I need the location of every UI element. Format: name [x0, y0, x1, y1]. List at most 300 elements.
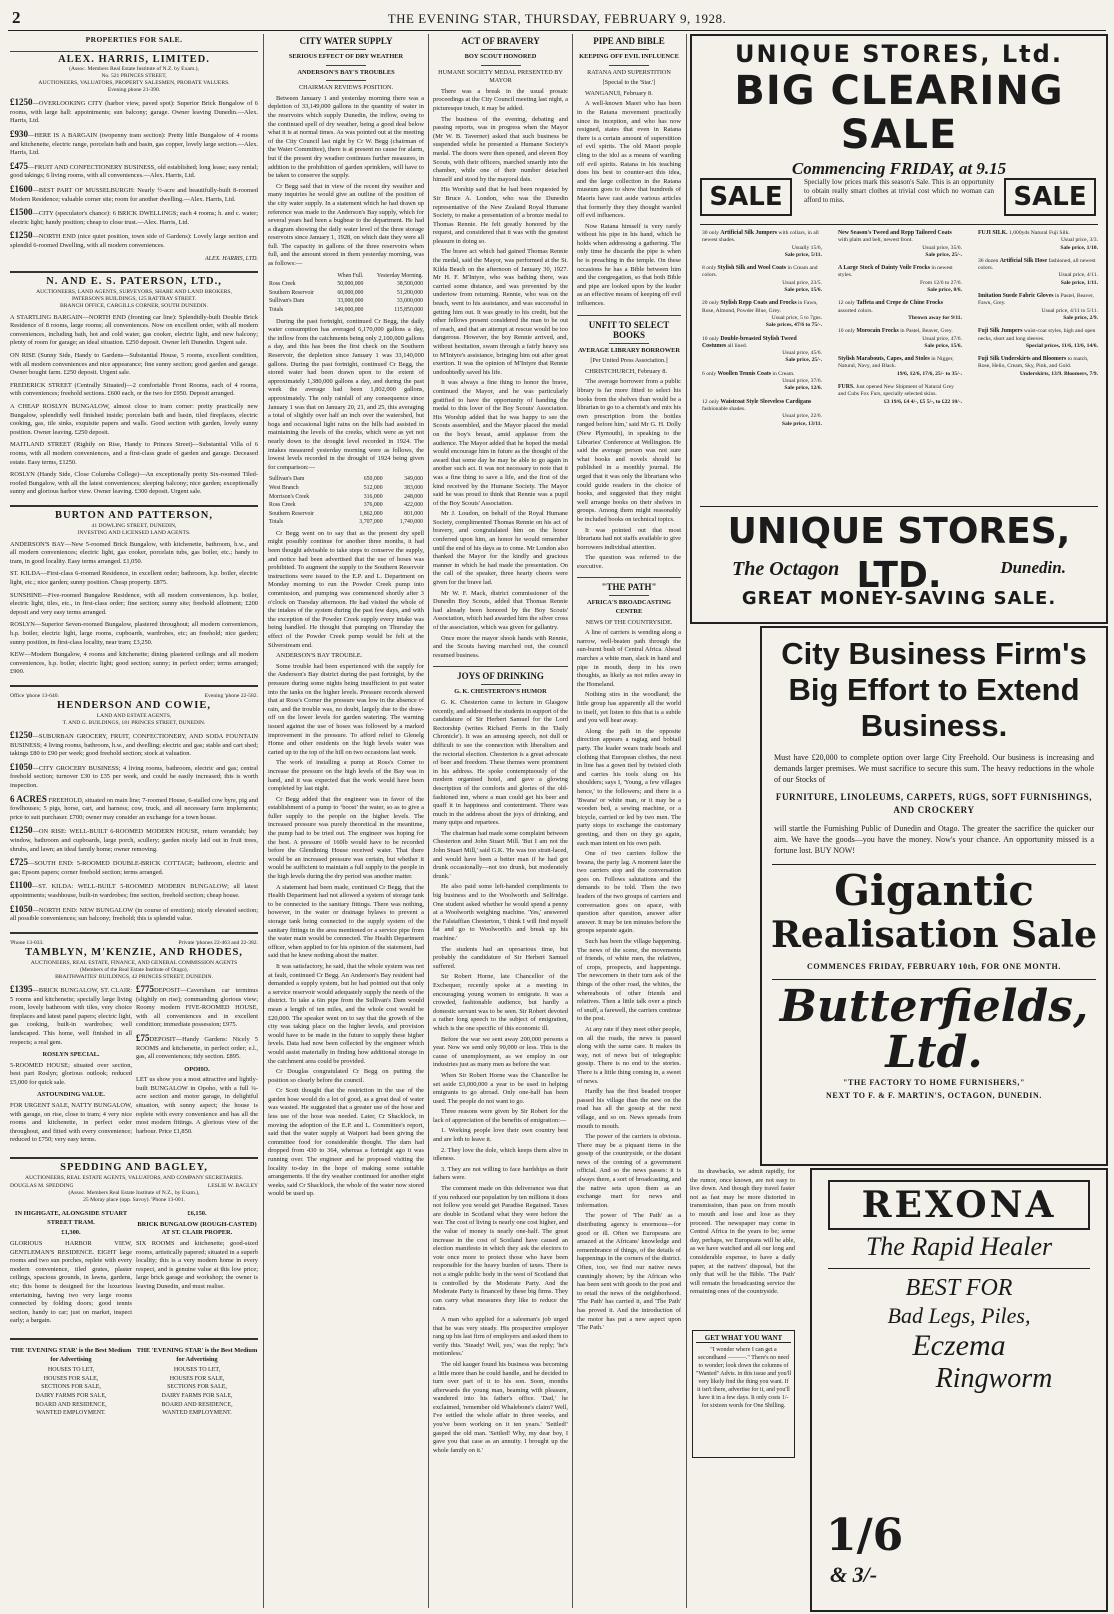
listing — [10, 185, 258, 204]
promo-item: BOARD AND RESIDENCE, — [35, 1401, 107, 1408]
firm-name: BURTON AND PATTERSON, — [54, 509, 214, 521]
paragraph: Cr Begg went on to say that as the present dry spell might possibly continue for another three months, it had been thought advisable to take steps to conserve the supply, and notice had been advertised that the use of hoses was prohibited. To augment the supply to the Southern Reservoir instructions were issued to the E.P. and L. Department on Monday morning to run the Powder Creek pump into commission, and pumping was commenced shortly after 3 o'clock on Tuesday afternoon. He had visited the whole of the intakes of the system during the past few days, and with the exception of the Powder Creek supply every intake was being handled. He thought that pumping on Thursday the effect of the Powder Creek pump would be felt at the Silverstream end. — [268, 529, 424, 649]
sale-badge-left: SALE — [700, 178, 792, 216]
sale-badge-right: SALE — [1004, 178, 1096, 216]
sale-item-desc — [838, 265, 962, 280]
sale-qty: 30 only — [702, 230, 721, 236]
masthead — [8, 6, 1106, 31]
listing-text: LET us show you a most attractive and lightly-built BUNGALOW in Opoho, with a full ¼-acre section and motor garage, in delightful situation, with sunny aspect; the house is replete with every convenience and has all the most modern fittings. A glorious view of the harbour. Price £1,850. — [136, 1076, 258, 1135]
ad-big-word: Realisation Sale — [770, 914, 1098, 956]
sale-desc: with collars, in all newest shades. — [702, 230, 819, 244]
reservoir-table — [268, 272, 424, 315]
listing-price: £725 — [10, 857, 28, 868]
sale-item — [978, 328, 1098, 350]
table-cell: 376,000 — [363, 502, 383, 509]
table-cell: 50,000,000 — [337, 281, 364, 288]
listing — [136, 1066, 258, 1137]
listing-text: —BEST PART OF MUSSELBURGH: Nearly ½-acre and beautifully-built 8-roomed Modern Residence; valuable corner site; room for another dwelling.—Alex. Harris, Ltd. — [10, 186, 258, 203]
sale-price: Sale price, 15/6. — [924, 342, 962, 349]
table-cell: West Branch — [269, 484, 299, 491]
table-cell: 115,850,000 — [394, 307, 423, 314]
sale-desc: with plaits and belt, newest front. — [838, 237, 913, 244]
sale-qty: 10 only — [702, 335, 721, 342]
listing — [10, 795, 258, 823]
paragraph: There was a break in the usual prosaic proceedings at the City Council meeting last night, a picturesque touch, it may be added. — [433, 87, 568, 112]
sale-commencing: Commencing FRIDAY, at 9.15 — [791, 159, 1007, 178]
masthead-title: THE EVENING STAR, THURSDAY, FEBRUARY 9, 1928. — [387, 11, 727, 26]
listing-price: £1600 — [10, 183, 33, 194]
firm-name: SPEDDING AND BAGLEY, — [60, 1162, 208, 1174]
sale-desc: in Pastel, Beaver, Grey. — [898, 328, 953, 335]
listing-price: £1395 — [10, 983, 33, 994]
paragraph: A man who applied for a salesman's job urged that he was very steady. His prospective employer rang up his last firm of employers and asked them to verify this. 'Steady! Well, yes,' was the reply; 'he's motionless.' — [433, 1315, 568, 1358]
paragraph: 1. Working people love their own country best and are loth to leave it. — [433, 1127, 568, 1144]
article-source: [Special to the 'Star.'] — [602, 79, 656, 87]
partner-name: LESLIE W. BAGLEY — [207, 1182, 258, 1189]
paragraph: The power of 'The Path' as a distributing agency is enormous—for good or ill. Often we Europeans are amazed at the Africans' knowledge and remembrance of things, of the details of happenings in the corners of the district. Often, too, we find our native news cunningly shown; by the African who has been sent with goods to the post and to retail the news of the neighborhood. 'The Path' has carried it, and 'The Path' has proved it. And the introduction of the motor has put a new aspect upon 'The Path.' — [577, 1212, 681, 1332]
firm-name: TAMBLYN, M'KENZIE, AND RHODES, — [25, 947, 243, 959]
listing-text: A CHEAP ROSLYN BUNGALOW, almost close to tram corner: pretty practically new Bungalow, splendidly well finished inside; porcelain bath and basin, tiled fireplaces, electric cooking, gas, tile sinks, exquisite papers and walls. Good section with garden, lovely sunny position. Owner leaving. £250 deposit. — [10, 403, 258, 436]
table-cell: 801,000 — [404, 510, 423, 517]
listing-text: ON RISE (Sunny Side, Handy to Gardens—Substantial House, 5 rooms, excellent condition, with all modern conveniences and nice appearance; fine sunny section; good garden and garage. Owner bought farm. £250 deposit. Urgent sale. — [10, 352, 258, 377]
column-rule — [572, 34, 573, 1608]
table-row — [268, 475, 424, 484]
sale-item — [838, 328, 962, 350]
sale-item — [838, 230, 962, 259]
sale-title: Stylish Marabouts, Capes, and Stoles — [838, 356, 930, 363]
private-phone: Private 'phones 22-463 and 22-382. — [178, 939, 258, 946]
article-deck: AVERAGE LIBRARY BORROWER — [577, 346, 681, 354]
listing — [10, 1051, 132, 1087]
promo-item: DAIRY FARMS FOR SALE, — [161, 1392, 233, 1399]
listing — [10, 905, 258, 924]
listing-text: —BRICK BUNGALOW, ST. CLAIR: 5 rooms and kitchenette; specially large living room, lovely bathroom with tiles, very choice fireplaces and latest panel papers; electric light, gas cooking, built-in wardrobes; well landscaped. This home, well finished in all respects; a real gem. — [10, 986, 132, 1046]
sale-items-middle — [838, 230, 962, 412]
listing — [10, 231, 258, 250]
listing-price: £1050 — [10, 903, 33, 914]
sale-item-desc — [702, 336, 822, 351]
sale-item-desc — [978, 258, 1098, 273]
table-header — [268, 272, 326, 281]
firm-trades: AUCTIONEERS, VALUATORS, PROPERTY SALESMEN, PROBATE VALUERS. — [38, 80, 230, 87]
table-row — [268, 484, 424, 493]
sale-desc: fashioned, all newest colors. — [978, 257, 1096, 272]
paragraph: Cr Scott thought that the restriction in the use of the garden hose would do a lot of good, as a great deal of water was wasted. He suggested that a greater use of the hose and less use of the hose was needed. Later, Cr Shacklock, in moving the adoption of the E.P. and L. Committee's report, said that the water supply at Waipori had been giving the committee food for considerable thought. The dam had dropped from 430 to 364, whereas a fortnight ago it was running over. The engineer and he proposed visiting the locality to-day in the hope of making some suitable arrangements. If the dry weather continued for another eight weeks, said Cr Shacklock, the whole of the water now stored would be used up. — [268, 1087, 424, 1198]
article-deck: AFRICA'S BROADCASTING CENTRE — [587, 599, 671, 616]
paragraph: CHRISTCHURCH, February 8. — [585, 367, 668, 375]
ad-text: "I wonder where I can get a secondhand ———." There's no need to wonder; look down the columns of "Wanted" Advts. in this issue and you'll very likely find the thing you want. If it isn't there, advertise for it, and you'll have it in a few days. It only costs 1/- for sixteen words for One Shilling. — [696, 1347, 791, 1409]
paragraph: Cr Douglas congratulated Cr Begg on putting the position so clearly before the council. — [268, 1068, 424, 1084]
article-deck: NEWS OF THE COUNTRYSIDE. — [585, 618, 673, 626]
table-header: When Full. — [337, 272, 364, 279]
sale-desc: assorted colors. — [838, 307, 873, 314]
table-header: Yesterday Morning. — [376, 272, 423, 279]
promo-item: SECTIONS FOR SALE, — [41, 1384, 101, 1391]
use-item: Bad Legs, Piles, — [887, 1303, 1031, 1328]
listing-text: ROSLYN (Handy Side, Close Columba College)—An exceptionally pretty Six-roomed Tiled-roofed Bungalow, with all the latest conveniences; sleeping balcony; nice garden; exceptionally sunny and glorious harbor view. Owner leaving. £300 deposit. Urgent sale. — [10, 471, 258, 496]
sale-title: Taffeta and Crepe de Chine Frocks — [856, 300, 944, 307]
article-deck: ANDERSON'S BAY'S TROUBLES — [297, 68, 395, 76]
sale-title: Fuji Silk Underskirts and Bloomers — [978, 356, 1067, 363]
listing-text: FOR URGENT SALE, NATTY BUNGALOW, with garage, on rise, close to tram; 4 very nice rooms and kitchenette, in perfect order throughout, and fitted with every convenience; reduced to £750; very easy terms. — [10, 1102, 132, 1144]
sale-price: Sale price, 25/-. — [925, 251, 962, 258]
table-row — [268, 306, 424, 315]
paragraph: A line of carriers is wending along a narrow, well-beaten path through the sun-burnt bush of Central Africa. Ahead marches a white man, slack in hand and pipe in mouth, deep in his own thoughts, as likely as not miles away in the Homeland. — [577, 629, 681, 688]
paragraph: The business of the evening, debating and passing reports, was in progress when the Mayor (Mr W. B. Taverner) asked that such business be suspended while he presented a Humane Society's medal. The doors were then opened, and eleven Boy Scouts, with their officers, marched smartly into the chamber, while one of their number detached himself and stood by the mayoral dais. — [433, 115, 568, 183]
article-deck: CHAIRMAN REVIEWS POSITION. — [298, 84, 393, 92]
sale-desc: in Pastel, Beaver, Fawn, Grey. — [978, 293, 1094, 307]
sale-title: FURS. — [838, 384, 855, 391]
sale-price: Sale price, 5/11. — [784, 251, 822, 258]
sale-item — [978, 230, 1098, 252]
price: 1/6 — [826, 1510, 904, 1561]
table-cell: Southern Reservoir — [269, 289, 314, 296]
paragraph: The brave act which had gained Thomas Rennie the medal, said the Mayor, was performed at the St. Kilda Beach on the afternoon of January 30, 1927. Mr H. F. M'Intyre, who was bathing there, was carried some distance, and was prevented by the undertow from returning. Rennie, who was on the beach, went to his assistance, and was successful in getting him out. It was greatly to his credit, but the other fellows present considered the man to be out of reach, and that an attempt at rescue would be too dangerous. However, the boy Rennie arrived, and, without hesitation, swam through a fairly heavy sea to M'Intyre's assistance, bringing him out after great exertion. It was the opinion of M'Intyre that Rennie undoubtedly saved his life. — [433, 248, 568, 376]
sale-price: Sale price, 1/11. — [1060, 279, 1098, 286]
listing-price: £1050 — [10, 761, 33, 772]
sale-price: Sale price, 15/6. — [784, 287, 822, 294]
sale-price: £3 19/6, £4 4/-, £5 5/-, to £22 10/-. — [884, 398, 962, 405]
article-deck: SERIOUS EFFECT OF DRY WEATHER — [288, 53, 404, 60]
paragraph: A well-known Maori who has been in the Ratana movement practically since its inception, and who has now resigned, states that even in Ratana there is a certain amount of superstition of evil spirits. The old Maori people cling to the idol as a means of warding off evil spirits. Ratana in his teaching does his best to counter-act this idea, and the large collection in the Ratana museum goes to show that hundreds of Maoris have cast aside various articles that formerly they they thought warded off evil influences. — [577, 100, 681, 220]
sale-price: Sale price, 25/-. — [785, 357, 822, 364]
article-deck: KEEPING OFF EVIL INFLUENCE — [579, 53, 679, 60]
evening-star-promo — [10, 1345, 258, 1418]
paragraph: Some trouble had been experienced with the supply for the Anderson's Bay district during the past fortnight, by the pressure during some nights being insufficient to put water into the tanks on the higher levels. Pressure records showed that at Ross's Corner the pressure was low in the absence of rain, and the trouble was, no doubt, largely due to the draw-off on the lower levels for garden watering. The warning issued against the use of hoses was followed by a marked improvement in the pressure. To afford relief to Glenelg Home and other residents on the high levels water was carted up to the top of the hill on two occasions last week. — [268, 662, 424, 756]
sale-qty: 36 dozen — [978, 257, 1000, 264]
firm-address: 25 Moray place (opp. Savoy). 'Phone 13-001. — [83, 1197, 185, 1204]
table-cell: 3,707,000 — [359, 519, 383, 526]
promo-item: DAIRY FARMS FOR SALE, — [35, 1392, 107, 1399]
sale-item-desc — [838, 300, 962, 315]
paragraph: 'The average borrower from a public library is far more fitted to select his books from the shelves than would be a librarian to go to a chemist's and mix his own prescription from the bottles ranged before him,' said Mr G. H. Dolly (New Plymouth), in speaking to the Libraries' Conference at Wellington. He said the average person was not sure what books and novels should be published in a monthly journal. He urged that it was only the librarians who could guide readers in the choice of books, and suggested that they might well arrange books on their shelves in groups. Among them might reasonably be included books on technical topics. — [577, 378, 681, 523]
burton-listings — [10, 541, 258, 677]
ad-goods-list: FURNITURE, LINOLEUMS, CARPETS, RUGS, SOFT FURNISHINGS, AND CROCKERY — [775, 792, 1093, 815]
promo-item: SECTIONS FOR SALE, — [167, 1384, 227, 1391]
firm-address: BRAITHWAITES' BUILDINGS, 42 PRINCES STREET, DUNEDIN. — [55, 973, 213, 980]
sale-price: Thrown away for 9/11. — [908, 314, 962, 321]
sale-item — [702, 371, 822, 393]
usual-price: Usual price, 3/3. — [1061, 237, 1098, 244]
section-title: PROPERTIES FOR SALE. — [85, 35, 183, 44]
promo-title: THE 'EVENING STAR' is the Best Medium for Advertising — [136, 1346, 258, 1363]
paragraph: It was always a fine thing to honor the brave, continued the Mayor, and he was particularly gratified to have the opportunity of handing the medal to this lover of the Boy Scouts' Association. His Worship added that he was happy to see the Scouts assembled, and the Mayor placed the medal on the boy's breast, amid applause from the audience. The Mayor added that he hoped the medal would encourage him in future as the thought of the award that some day he may be able to go again in another such act. It was not necessary to note that it was a fine thing to save a life, and the first of the kind received by the Humane Society. The Mayor said he was proud to think that Rennie was a pupil of the Boy Scouts' Association. — [433, 379, 568, 507]
sale-title: New Season's Tweed and Repp Tailored Coats — [838, 230, 952, 236]
table-cell: Sullivan's Dam — [269, 476, 305, 483]
paragraph: Now Ratana himself is very rarely without his pipe in his hand, which he holds when addressing a gathering. The only time he discards the pipe is when he is preaching in the temple. On these occasions he has a Bible between him and the congregation, so that both Bible and pipe are looked upon by the leader as an effective means of keeping off evil influences. — [577, 222, 681, 308]
paragraph: The students had an uproarious time, but probably the candidature of Sir Herbert Samuel suffered. — [433, 945, 568, 970]
sale-item-desc — [702, 399, 822, 414]
usual-price: Usual price, 45/6. — [782, 350, 822, 357]
listing-text: GLORIOUS HARBOR VIEW, GENTLEMAN'S RESIDENCE. EIGHT large rooms and two sun porches, replete with every modern convenience, tiled grates, plaster ceilings, spacious grounds, in lawns, gardens, etc; this home is designed for the luxurious entertaining, having two very large rooms connected by folding doors; good tennis section, handy to car; just on market, inspect early; a bargain. — [10, 1240, 132, 1325]
ad-big-word: Gigantic — [834, 866, 1034, 915]
paragraph: Cr Begg said that in view of the recent dry weather and many inquiries he would give an outline of the position of the city water supply. In a statement which he had drawn up reference was made to the Anderson's Bay supply, which for several years had been a bugbear to the department. He had a diagram showing the daily water level of the three storage reservoirs since January 1, 1928, on which date they were all full. The capacity in gallons of the three reservoirs when full, and the amount stored in them yesterday morning, was as follows:— — [268, 182, 424, 268]
table-cell: Totals — [269, 519, 284, 526]
table-cell: 33,000,000 — [337, 298, 364, 305]
firm-assoc: (Assoc. Members Real Estate Institute of N.Z. by Exam.), — [69, 66, 199, 73]
sale-desc: in Cream. — [771, 370, 795, 377]
sale-desc: in Nigger, Natural, Navy, and Black. — [838, 356, 954, 370]
henderson-listings — [10, 731, 258, 924]
firm-address: 41 DOWLING STREET, DUNEDIN, — [91, 522, 177, 529]
ad-headline: City Business Firm's Big Effort to Extend Business. — [781, 636, 1087, 743]
sale-price: Sale price, 13/11. — [781, 420, 822, 427]
article-headline: JOYS OF DRINKING — [457, 671, 544, 682]
paragraph: When Sir Robert Horne was the Chancellor he set aside £3,000,000 a year to be used in helping emigrants to go abroad. Only one-half has been used. The people do not want to go. — [433, 1071, 568, 1105]
paragraph: The work of installing a pump at Ross's Corner to increase the pressure on the high levels of the Bay was in hand, and it was expected that the work would have been completed by last night. — [268, 759, 424, 793]
firm-trades: AUCTIONEERS, REAL ESTATE AGENTS, VALUATORS, AND COMPANY SECRETARIES. — [24, 1174, 244, 1181]
sale-item — [702, 300, 822, 329]
paragraph: Sir Robert Horne, late Chancellor of the Exchequer, recently spoke at a meeting in encouraging young women to emigrate. It was a crowded, fashionable audience, but hardly a domestic servant was to be seen. Sir Robert devoted a rather long speech to the subject of emigration, which is the one specific of this economic ill. — [433, 973, 568, 1032]
listing-text: ANDERSON'S BAY—New 5-roomed Brick Bungalow, with kitchenette, bathroom, h.w., and all modern conveniences; electric light, gas cooker, porcelain tubs, gas boiler, etc.; handy to tram, in good locality. Easy terms arranged. £1,050. — [10, 540, 258, 565]
paragraph: His Worship said that he had been requested by Sir Bruce A. London, who was the Dunedin representative of the New Zealand Royal Humane Society, to make a presentation of a bronze medal to Thomas Rennie. He felt greatly honored by the request, and considered that it was with the greatest pleasure in doing so. — [433, 186, 568, 245]
usual-price: From 12/6 to 27/6. — [920, 279, 962, 286]
sale-item-desc — [838, 328, 962, 335]
sale-item-desc — [702, 230, 822, 245]
unique-stores-ad — [690, 34, 1108, 624]
sale-price: Underskirts, 13/9. Bloomers, 7/9. — [1019, 370, 1098, 377]
firm-name: ALEX. HARRIS, LIMITED. — [58, 53, 210, 65]
sale-item — [978, 258, 1098, 287]
sale-title: Stylish Silk and Wool Coats — [717, 265, 787, 272]
listing-text: —ON RISE: WELL-BUILT 6-ROOMED MODERN HOUSE, return verandah; bay window, bathroom and cupboards, large porch, scullery; garden nicely laid out in fruit trees, shrubs, and lawn; an ideal family home; owner removing. — [10, 828, 258, 853]
column-rule — [263, 34, 264, 1608]
firm-assoc: (Assoc. Members Real Estate Institute of N.Z., by Exam.), — [68, 1190, 200, 1197]
listing-price: £475 — [10, 160, 28, 171]
listing — [136, 1034, 258, 1062]
sale-title: Fuji Silk Jumpers — [978, 328, 1023, 335]
sale-item — [838, 356, 962, 378]
listing — [10, 763, 258, 791]
usual-price: Usual price, 5 to 7gns. — [771, 314, 822, 321]
firm-trades: AUCTIONEERS, LAND AGENTS, SURVEYORS, SHARE AND LAND BROKERS, — [36, 288, 232, 295]
sale-title: Morocain Frocks — [856, 328, 899, 335]
brand-tagline: The Rapid Healer — [865, 1232, 1053, 1261]
sale-title: Waistcoat Style Sleeveless Cardigans — [720, 398, 812, 405]
table-cell: 422,000 — [404, 502, 423, 509]
usual-price: Usual price, 22/6. — [782, 413, 822, 420]
sale-item-desc — [978, 356, 1098, 371]
sale-qty: 12 only — [702, 398, 721, 405]
column-rule — [686, 34, 687, 1608]
evening-phone: Evening 'phone 22-582. — [204, 692, 258, 699]
paragraph: The question was referred to the executive. — [577, 554, 681, 570]
sale-title: Woollen Tennis Coats — [717, 370, 772, 377]
store-location: The Octagon — [732, 558, 840, 580]
listing-heading: ROSLYN SPECIAL. — [42, 1051, 100, 1059]
listing-price: £75 — [136, 1032, 150, 1043]
listing — [10, 208, 258, 227]
firm-trades: AUCTIONEERS, REAL ESTATE, FINANCE, AND GENERAL COMMISSION AGENTS — [30, 959, 238, 966]
listing-heading: BRICK BUNGALOW (ROUGH-CASTED) AT ST. CLAIR PROPER. — [137, 1220, 257, 1237]
listing — [10, 1091, 132, 1145]
water-supply-article — [268, 34, 424, 1608]
sale-intro: Specially low prices mark this season's Sale. This is an opportunity to obtain really smart clothes at trivial cost which no woman can afford to miss. — [804, 178, 994, 204]
sale-desc: Just opened New Shipment of Natural Grey and Cubs Fox Furs, specially selected skins. — [838, 384, 954, 398]
sale-title: FUJI SILK. — [978, 230, 1008, 236]
listing — [10, 881, 258, 900]
listing-price: £1100 — [10, 880, 33, 891]
table-cell: 33,000,000 — [396, 298, 423, 305]
office-phone: 'Phone 13-033. — [10, 939, 44, 946]
table-cell: Ross Creek — [269, 502, 296, 509]
column-rule — [428, 34, 429, 1608]
listing — [10, 985, 132, 1047]
best-for: BEST FOR — [905, 1275, 1013, 1301]
listing-text: FREEHOLD, situated on main line; 7-roomed House, 6-stalled cow byre, pig and fowlhouses; 5 pigs, horse, cart, and harness; cow, truck, and all necessary farm implements; price to suit purchaser. £700; owner may consider an exchange for a town house. — [10, 796, 258, 821]
paragraph: During the past fortnight, continued Cr Begg, the daily water consumption has averaged 6,170,000 gallons a day, the inflow from the catchments being only 2,100,000 gallons a day, and this has been the first check on the Southern Reservoir, the depletion since January 1 was 33,140,000 gallons. During the past fortnight, continued Cr Begg, the stored water had been drawn upon to the extent of approximately 1,380,000 gallons a day, and during the past week the average had been 1,802,000 gallons, approximately. The only rainfall of any consequence since January 1 was that on January 20, 21, and 25, this averaging a total of slightly over half an inch over the watershed, but bogs and occasional light rains on the hills had assisted in maintaining the levels of the creeks, which were as yet not nearly down to the drought level recorded in 1924. The intakes measured yesterday morning were as follows, the lowest levels recorded in the drought of 1924 being given for comparison:— — [268, 317, 424, 471]
table-cell: 349,000 — [404, 476, 423, 483]
listing — [136, 985, 258, 1030]
listing-text: MAITLAND STREET (Rightly on Rise, Handy to Princes Street)—Substantial Villa of 6 rooms, with all modern conveniences, and a first-class grade of garden and garage. Deceased estate. Easy terms, £1250. — [10, 441, 258, 466]
sale-title: Artificial Silk Hose — [999, 257, 1048, 264]
listing-price: £1250 — [10, 730, 33, 741]
paragraph: Once more the mayor shook hands with Rennie, and the Scouts having marched out, the council resumed business. — [433, 634, 568, 659]
sale-item-desc — [838, 384, 962, 399]
listing-price: £1250 — [10, 97, 33, 108]
listing-text: —FRUIT AND CONFECTIONERY BUSINESS, old established; long lease; easy rental; good takings; 6 living rooms, with all conveniences.—Alex. Harris, Ltd. — [10, 163, 258, 180]
listing-price: £930 — [10, 128, 28, 139]
tamblyn-listings — [10, 985, 258, 1149]
listing-heading: OPOHO. — [184, 1065, 210, 1073]
properties-column — [10, 34, 258, 1608]
listing-text: —SOUTH END: 5-ROOMED DOUBLE-BRICK COTTAGE; bathroom, electric and gas; Epsom papers; corner freehold section; terms arranged. — [10, 860, 258, 876]
firm-name: Butterfields, Ltd. — [779, 981, 1089, 1078]
listing-text: KEW—Modern Bungalow, 4 rooms and kitchenette; dining plastered ceilings and all modern conveniences, h.p. boiler, electric light; good section; sunny; in perfect order; terms arranged; £900. — [10, 651, 258, 676]
listing — [10, 826, 258, 854]
signature: ALEX. HARRIS, LTD. — [204, 255, 258, 262]
paragraph: The chairman had made some complaint between Chesterton and John Stuart Mill. 'But I am not the John Stuart Mill,' said G.K. 'He was too strait-laced, and would have been a better man if he had got drunk occasionally—not too drunk, but moderately drunk.' — [433, 829, 568, 880]
listing — [10, 130, 258, 158]
promo-item: HOUSES FOR SALE, — [169, 1375, 225, 1382]
paragraph: Before the war we sent away 200,000 persons a year. Now we send only 90,000 or less. This is the cause of unemployment, as we employ in our industries just as many men as before the war. — [433, 1035, 568, 1069]
firm-members: (Members of the Real Estate Institute of Otago), — [79, 966, 189, 973]
sale-title: A Large Stock of Dainty Voile Frocks — [838, 265, 930, 272]
listing — [10, 858, 258, 877]
table-cell: 650,000 — [363, 476, 383, 483]
sale-qty: 8 only — [702, 265, 718, 272]
article-headline: PIPE AND BIBLE — [593, 36, 665, 46]
sale-item-desc — [702, 300, 822, 315]
table-cell: 1,740,000 — [399, 519, 423, 526]
sale-price: 19/6, 12/6, 17/6, 25/- to 35/-. — [896, 370, 962, 377]
listing-text: A STARTLING BARGAIN—NORTH END (fronting car line): Splendidly-built Double Brick Residence of 8 rooms, large rooms; all conveniences. Now on excellent order, with all modern conveniences, including bath, hot and cold water, gas cooker, electric light, and new balcony; plenty of room for garage; an ideal situation. £250 deposit. Owner left Dunedin. Urgent sale. — [10, 313, 258, 347]
table-row — [268, 510, 424, 519]
rexona-ad — [810, 1168, 1108, 1612]
listing-text: —CITY (speculator's chance): 6 BRICK DWELLINGS; each 4 rooms; h. and c. water; electric light; handy position; cheap to close trust.—Alex. Harris, Ltd. — [10, 210, 258, 226]
table-cell: 383,000 — [404, 484, 423, 491]
firm-address: T. AND G. BUILDINGS, 181 PRINCES STREET, DUNEDIN. — [62, 720, 206, 727]
listing-text: —OVERLOOKING CITY (harbor view, paved spot): Superior Brick Bungalow of 6 rooms, with large hall: appointments; sun balcony; garage. Owner leaving Dunedin.—Alex. Harris, Ltd. — [10, 100, 258, 125]
promo-item: HOUSES FOR SALE, — [43, 1375, 99, 1382]
sale-item — [702, 265, 822, 294]
intake-table — [268, 475, 424, 527]
listing-price: 6 ACRES — [10, 793, 47, 804]
article-deck: BOY SCOUT HONORED — [464, 53, 537, 60]
sale-item — [702, 230, 822, 259]
listing-heading: ASTOUNDING VALUE. — [37, 1091, 105, 1099]
listing-price: £1500 — [10, 207, 33, 218]
listing-price: £6,150. — [187, 1210, 207, 1218]
sale-price: Sale prices, 47/6 to 75/-. — [765, 322, 822, 329]
sale-desc: fashionable shades. — [702, 405, 746, 412]
listing-text: —ST. KILDA: WELL-BUILT 5-ROOMED MODERN BUNGALOW; all latest appointments; washhouse, built-in wardrobes; fine section, freehold section; cheap house. — [10, 883, 258, 899]
sale-headline: BIG CLEARING SALE — [734, 68, 1064, 158]
sale-title: Imitation Suede Fabric Gloves — [978, 293, 1054, 300]
firm-name: N. AND E. S. PATERSON, LTD., — [46, 276, 222, 288]
sale-item-desc — [978, 230, 1098, 237]
sale-title: Artificial Silk Jumpers — [720, 230, 778, 236]
paragraph: It was pointed out that most librarians had not staffs available to give borrowers individual attention. — [577, 526, 681, 551]
usual-price: Usual price, 4/11. — [1058, 272, 1098, 279]
listing-text: ROSLYN—Superior Seven-roomed Bungalow, plastered throughout; all modern conveniences, h.p. boiler, electric light, large rooms, cupboards, wardrobes, etc; an freehold; nice garden; sunny position, in first-class locality, near tram; £3,250. — [10, 621, 258, 646]
usual-price: Usual price, 35/6. — [922, 244, 962, 251]
table-row — [268, 501, 424, 510]
get-what-you-want-ad — [692, 1330, 795, 1458]
table-cell: 1,862,000 — [359, 510, 383, 517]
office-phone: Office 'phone 13-640. — [10, 692, 59, 699]
sale-item-desc — [702, 265, 822, 280]
table-row — [268, 518, 424, 527]
sale-items-right — [978, 230, 1098, 384]
sale-item — [838, 384, 962, 406]
paragraph: 2. They love the dole, which keeps them alive in idleness. — [433, 1146, 568, 1163]
sale-desc: in Fawn, Rose, Almond, Powder Blue, Grey. — [702, 300, 818, 314]
sale-price: Sale price, 12/6. — [784, 385, 822, 392]
ad-body: will startle the Furnishing Public of Dunedin and Otago. The greater the sacrifice the quicker our aim. We have the goods—you have the money. Now's your chance. An opportunity missed is a fortune lost. BUY NOW! — [774, 824, 1094, 855]
table-cell: 512,000 — [363, 484, 383, 491]
sale-desc: to match, Rose, Helio, Cream, Sky, Pink, and Gold. — [978, 356, 1089, 370]
article-deck: RATANA AND SUPERSTITION — [587, 68, 671, 76]
table-cell: Ross Creek — [269, 281, 296, 288]
table-cell: Morrison's Creek — [269, 493, 310, 500]
article-headline: "THE PATH" — [601, 582, 657, 593]
article-deck: HUMANE SOCIETY MEDAL PRESENTED BY MAYOR — [438, 68, 563, 85]
sale-desc: in newest styles. — [838, 265, 953, 279]
sale-desc: 1,000yds Natural Fuji Silk. — [1007, 230, 1070, 236]
partner-name: DOUGLAS M. SPEDDING — [10, 1182, 74, 1189]
listing-price: £775 — [136, 983, 154, 994]
table-cell: Southern Reservoir — [269, 510, 314, 517]
butterfields-ad — [760, 626, 1108, 1166]
ad-body: Must have £20,000 to complete option over large City Freehold. Our business is increasing and demands larger premises. We must sacrifice to secure this sum. The heavy reductions in the whole of our Stocks of — [774, 753, 1094, 784]
listing-text: ST. KILDA—First-class 6-roomed Residence, in excellent order; bathroom, h.p. boiler, electric light, etc.; nice garden; sunny position. Cheap property. £875. — [10, 570, 258, 586]
use-item: Eczema — [912, 1329, 1006, 1362]
usual-price: Usual price, 47/6. — [922, 335, 962, 342]
paragraph: Along the path in the opposite direction appears a ragtag and bobtail party. The leader wears trade beads and clothing that European clothes, the next in line has a gown tied by twisted cloth and carries his tools slung on his shoulders; says I, 'Young, a few villages hence,' to the followers; and there is a 'Bwana' or white man, or it may be a wooden bed, a sewing machine, or a bicycle, carried or led by two men. The party stops to exchange the customary greeting, and then on they go again, each man intent on his own path. — [577, 727, 681, 847]
firm-address: No. 521 PRINCES STREET, — [101, 73, 167, 80]
sale-qty: 6 only — [702, 370, 718, 377]
listing-text: —NORTH END (nice quiet position, town side of Gardens): Lovely large section and splendid 6-roomed Dwelling, with all modern conveniences. — [10, 233, 258, 249]
table-cell: 51,200,000 — [396, 289, 423, 296]
paragraph: The power of the carriers is obvious. There may be a piquant items in the gossip of the countryside, or the distant news of the coming of a government official. And so the news passes: it is always there, a sort of broadcasting, and the native sets upon them as an exchange mart for news and information. — [577, 1133, 681, 1209]
usual-price: Usual price, 4/11 to 5/11. — [1041, 307, 1098, 314]
article-headline: UNFIT TO SELECT BOOKS — [588, 319, 670, 340]
sale-item — [838, 300, 962, 322]
sale-price: Sale price, 8/6. — [927, 287, 962, 294]
paragraph: Between January 1 and yesterday morning there was a depletion of 33,149,000 gallons in the quantity of water in the reservoirs which supply Dunedin, the inflow, owing to the continued spell of dry weather, being a good deal below what it is at normal times. As was pointed out at the meeting of the City Council last night by Cr W. Begg (chairman of the Water Committee), there is at present no cause for alarm, but if the present dry weather continues further measures, in addition to the prohibition of garden sprinklers, will have to be taken to conserve the supply. — [268, 94, 424, 180]
pipe-and-bible-article — [577, 34, 681, 1608]
listing — [10, 731, 258, 759]
brand-name: REXONA — [828, 1180, 1090, 1230]
paterson-listings — [10, 314, 258, 497]
table-row — [268, 289, 424, 298]
table-cell: 248,000 — [404, 493, 423, 500]
sale-commences: COMMENCES FRIDAY, FEBRUARY 10th, FOR ONE MONTH. — [807, 962, 1061, 971]
firm-trades: LAND AND ESTATE AGENTS, — [96, 713, 172, 720]
firm-name: HENDERSON AND COWIE, — [57, 700, 211, 712]
listing-heading: IN HIGHGATE, ALONGSIDE STUART STREET TRAM. — [14, 1210, 128, 1226]
